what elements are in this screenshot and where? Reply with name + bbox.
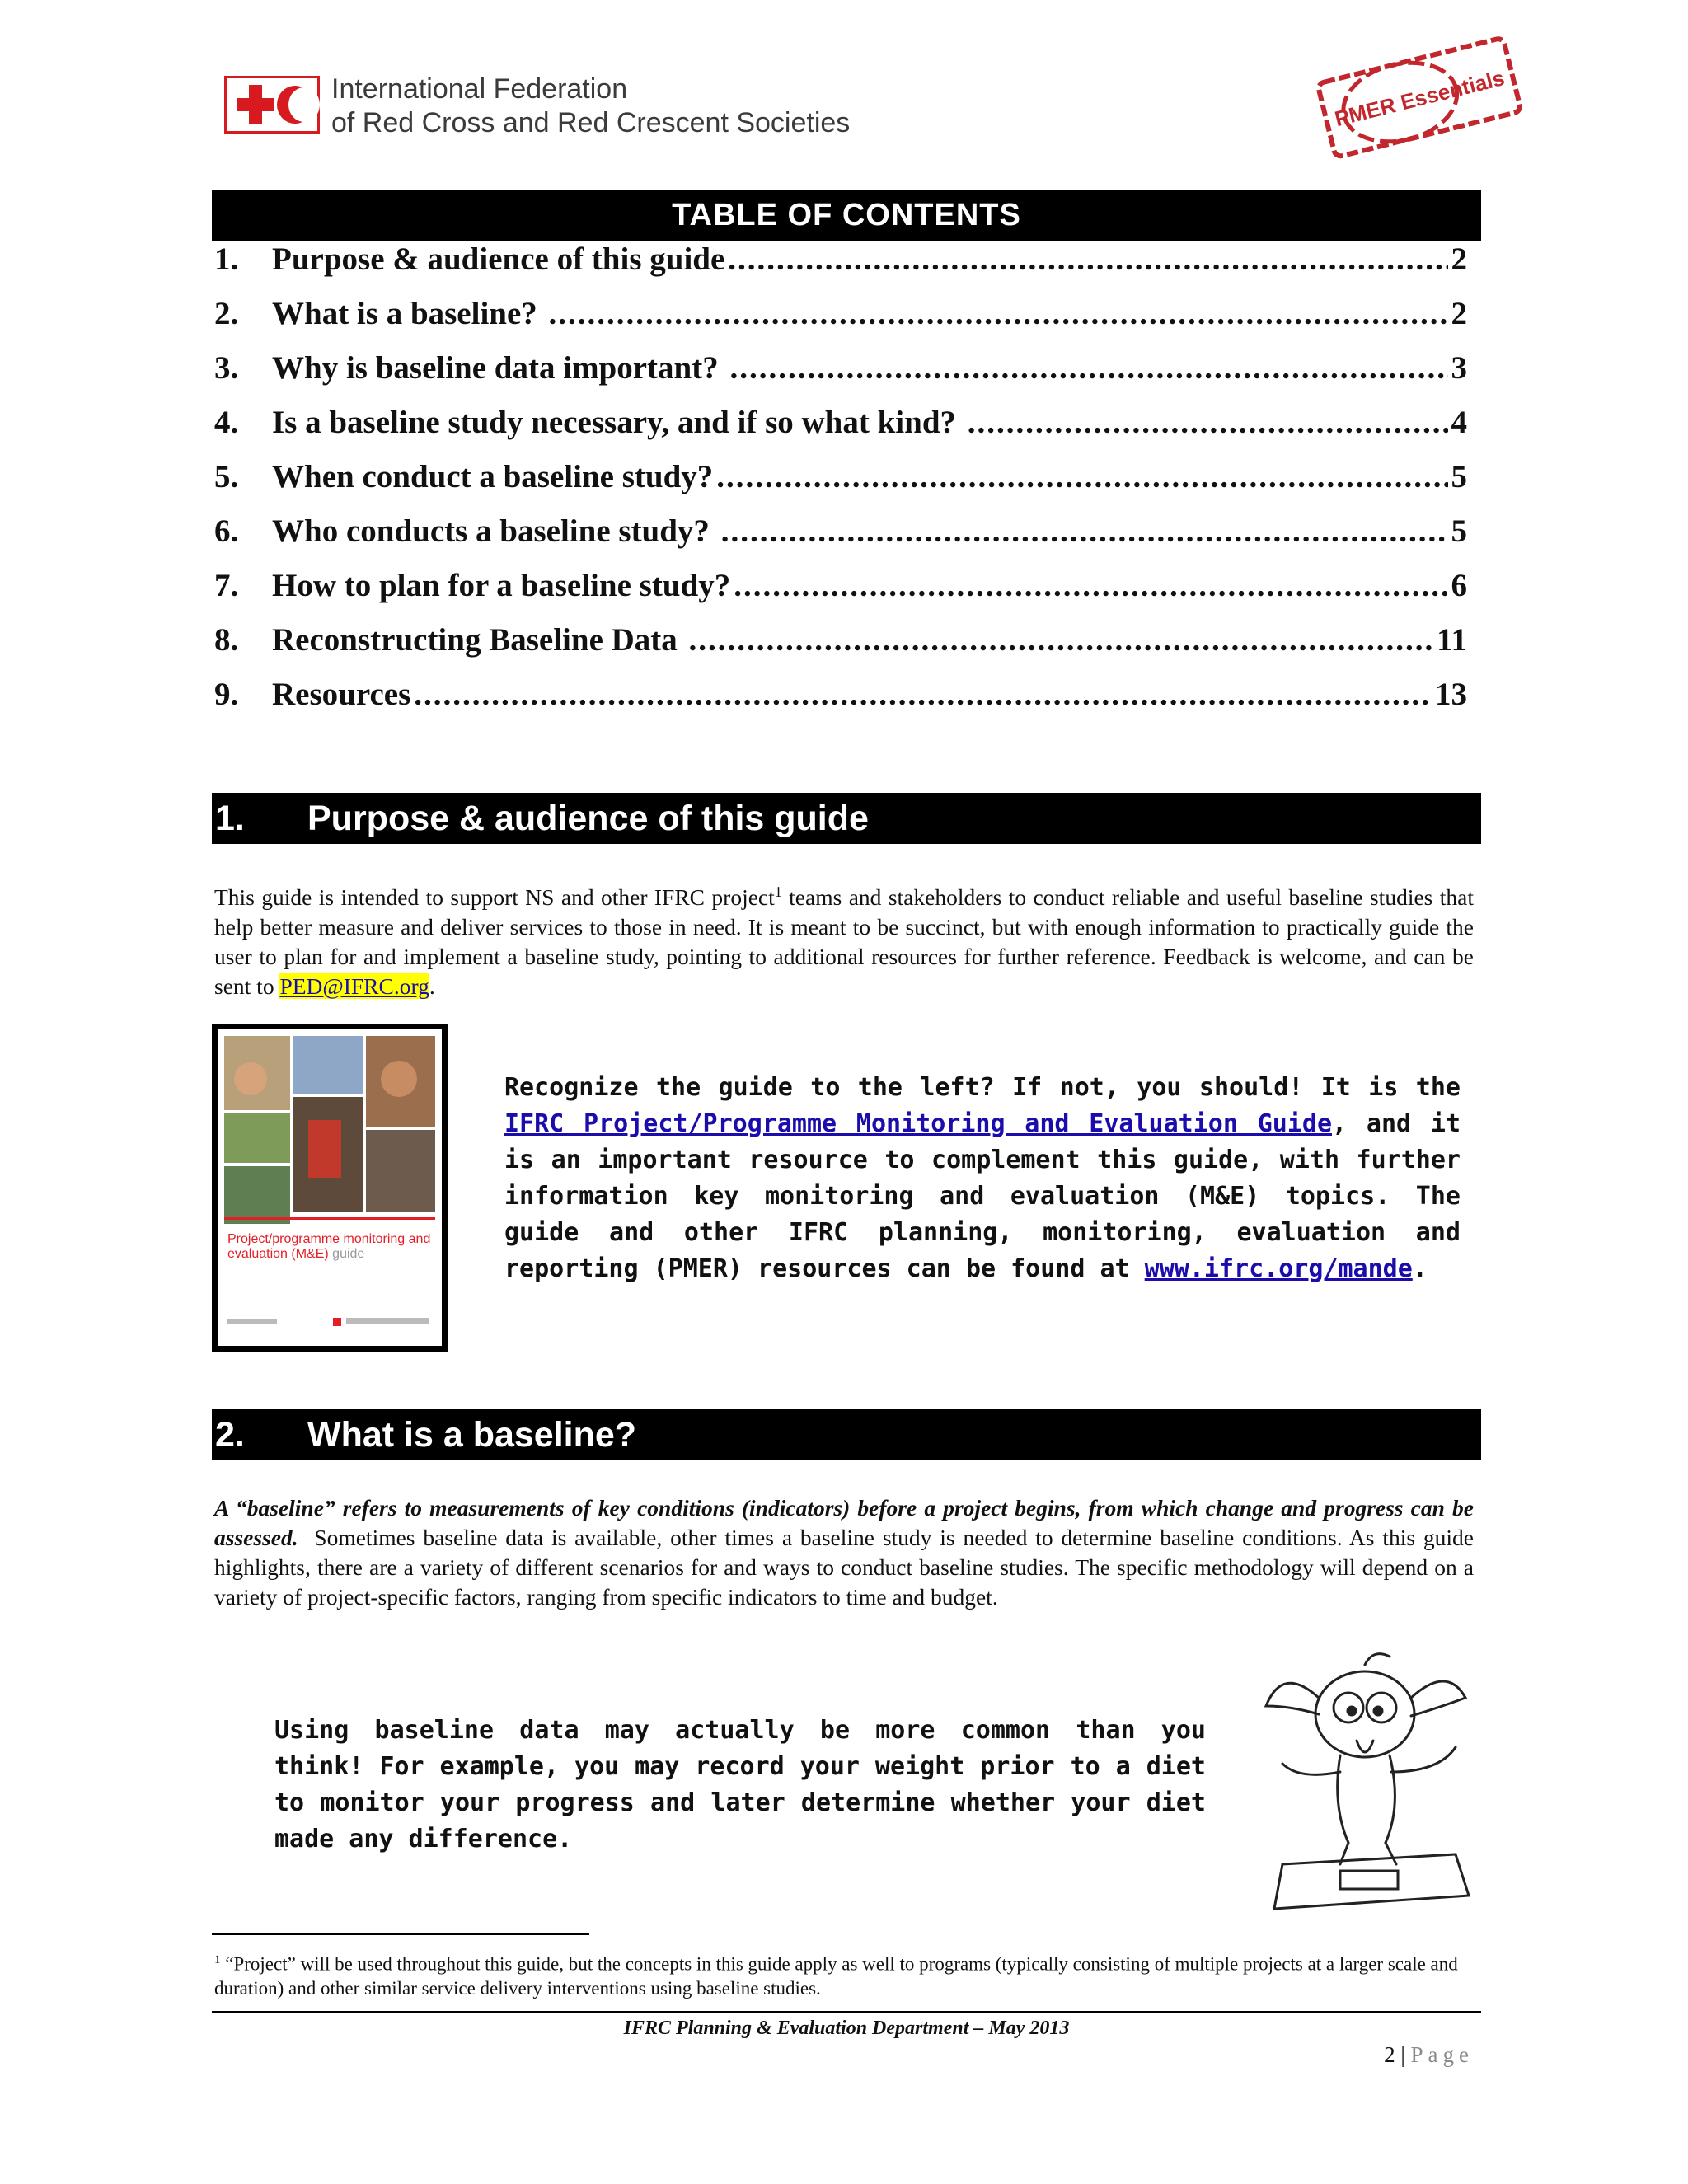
section1-title: Purpose & audience of this guide (307, 799, 869, 838)
cover-logo-icon (333, 1318, 341, 1326)
stamp-text: PMER Essentials (1332, 65, 1507, 132)
section1-text-b: teams and stakeholders to conduct reliable and useful baseline studies that help better measure and deliver services to those in need. It is meant to be succinct, but with enough information to practically guide the user to plan for and implement a baseline study, pointing to additional resources for further reference. Feedback is welcome, and can be sent to (214, 884, 1474, 1000)
toc-item-page: 4 (1451, 405, 1467, 440)
org-name-line1: International Federation (331, 73, 628, 105)
section2-heading (212, 1409, 1481, 1460)
toc-item-page: 13 (1435, 677, 1467, 712)
section1-text-a: This guide is intended to support NS and other IFRC project (214, 884, 775, 911)
toc-item-number: 2. (214, 296, 239, 331)
ifrc-mande-link[interactable]: www.ifrc.org/mande (1144, 1254, 1413, 1283)
section2-number: 2. (215, 1415, 245, 1455)
cover-title (227, 1232, 434, 1262)
toc-item-title[interactable]: When conduct a baseline study? (272, 459, 714, 494)
toc-item[interactable] (214, 567, 1467, 621)
toc-leader-dots (689, 621, 1434, 658)
toc-item-page: 2 (1451, 241, 1467, 277)
toc-item-number: 9. (214, 677, 239, 712)
toc-item[interactable] (214, 621, 1467, 676)
section1-paragraph (214, 877, 1474, 1001)
section1-text-end: . (429, 973, 435, 1000)
toc-item-number: 7. (214, 568, 239, 603)
callout-text-b: , and it is an important resource to complement this guide, with further information key monitoring and evaluation (M&E) topics. The guide and other IFRC planning, monitoring, evaluation and reporting (PMER) resources can be found at (504, 1109, 1461, 1283)
footer-department: IFRC Planning & Evaluation Department – May 2013 (623, 2018, 1070, 2039)
toc-item[interactable] (214, 295, 1467, 349)
toc-item[interactable] (214, 676, 1467, 730)
toc-item-number: 4. (214, 405, 239, 440)
org-name (331, 73, 850, 140)
toc-item-title[interactable]: Who conducts a baseline study? (272, 513, 718, 549)
toc-item-title[interactable]: Reconstructing Baseline Data (272, 622, 686, 658)
toc-item-page: 5 (1451, 513, 1467, 549)
toc-item-page: 2 (1451, 296, 1467, 331)
toc-item-page: 3 (1451, 350, 1467, 386)
cartoon-on-scale-image (1250, 1648, 1480, 1920)
toc-item-number: 8. (214, 622, 239, 658)
cover-logo-text (346, 1318, 429, 1324)
toc-item[interactable] (214, 404, 1467, 458)
footnote (214, 1948, 1467, 2000)
toc-item-title[interactable]: Resources (272, 677, 411, 712)
me-guide-cover-image (212, 1024, 448, 1352)
red-cross-icon-vertical (249, 85, 262, 124)
org-name-line2: of Red Cross and Red Crescent Societies (331, 107, 851, 138)
toc-item-page: 5 (1451, 459, 1467, 494)
toc-item-title[interactable]: How to plan for a baseline study? (272, 568, 731, 603)
section2-paragraph (214, 1493, 1479, 1612)
toc-item-number: 5. (214, 459, 239, 494)
weight-callout: Using baseline data may actually be more common than you think! For example, you may record your weight prior to a diet to monitor your progress and later determine whether your diet made any difference. (274, 1716, 1206, 1854)
page-number (1335, 2042, 1474, 2068)
toc-item[interactable] (214, 241, 1467, 295)
cover-subtitle: guide (332, 1247, 365, 1261)
toc-item-number: 1. (214, 241, 239, 277)
me-guide-link[interactable]: IFRC Project/Programme Monitoring and Evaluation Guide (504, 1109, 1333, 1138)
footnote-ref[interactable]: 1 (774, 883, 782, 900)
toc-leader-dots (414, 676, 1432, 713)
pmer-essentials-stamp (1311, 28, 1530, 166)
toc-leader-dots (734, 567, 1447, 604)
footer-rule (212, 2011, 1481, 2013)
toc-leader-dots (716, 458, 1447, 495)
section1-heading (212, 793, 1481, 844)
toc-item-page: 11 (1437, 622, 1467, 658)
toc-leader-dots (729, 349, 1447, 387)
baseline-definition: A “baseline” refers to measurements of key conditions (indicators) before a project begins, from which change and progress can be assessed. (214, 1495, 1474, 1550)
toc-leader-dots (721, 513, 1448, 550)
toc-item-page: 6 (1451, 568, 1467, 603)
callout-text-a: Recognize the guide to the left? If not, you should! It is the (504, 1073, 1461, 1102)
footnote-separator (212, 1933, 589, 1935)
callout-text-end: . (1412, 1254, 1428, 1283)
footnote-text: “Project” will be used throughout this guide, but the concepts in this guide apply as well to programs (typically consisting of multiple projects at a larger scale and duration) and other similar service delivery interventions using baseline studies. (214, 1953, 1458, 1999)
toc-heading (212, 190, 1481, 241)
toc-item-number: 3. (214, 350, 239, 386)
toc-item-title[interactable]: Purpose & audience of this guide (272, 241, 725, 277)
page-separator: | (1395, 2042, 1411, 2067)
toc-leader-dots (968, 404, 1448, 441)
toc-item-number: 6. (214, 513, 239, 549)
toc-item[interactable] (214, 513, 1467, 567)
toc-heading-text: TABLE OF CONTENTS (672, 198, 1021, 232)
guide-callout (504, 1070, 1461, 1287)
cover-footer-text (227, 1319, 277, 1324)
section2-body: Sometimes baseline data is available, other times a baseline study is needed to determine baseline conditions. As this guide highlights, there are a variety of different scenarios for and ways to conduct baseline studies. The specific methodology will depend on a variety of project-specific factors, ranging from specific indicators to time and budget. (214, 1525, 1479, 1610)
toc-item-title[interactable]: What is a baseline? (272, 296, 546, 331)
section1-number: 1. (215, 799, 245, 838)
page-word: Page (1410, 2042, 1474, 2067)
toc-item-title[interactable]: Is a baseline study necessary, and if so what kind? (272, 405, 964, 440)
page-number-value: 2 (1384, 2042, 1395, 2067)
toc-item[interactable] (214, 349, 1467, 404)
section2-title: What is a baseline? (307, 1415, 637, 1455)
cover-photo-collage (218, 1029, 442, 1346)
toc-leader-dots (549, 295, 1448, 332)
feedback-email-link[interactable]: PED@IFRC.org (279, 973, 429, 1000)
cover-title-text: Project/programme monitoring and evaluation (M&E) (227, 1232, 431, 1261)
footnote-mark: 1 (214, 1953, 221, 1966)
toc-item-title[interactable]: Why is baseline data important? (272, 350, 727, 386)
red-crescent-cut (288, 87, 320, 122)
toc-leader-dots (728, 241, 1447, 278)
toc-item[interactable] (214, 458, 1467, 513)
